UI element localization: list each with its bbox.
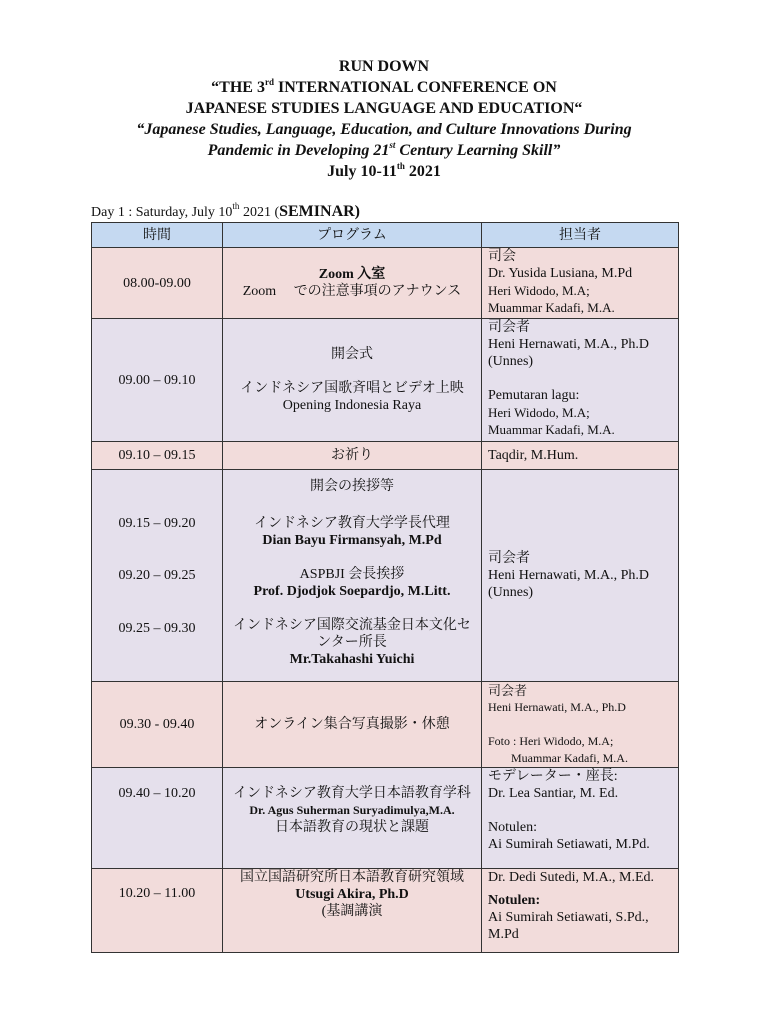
header-time: 時間 [92,223,223,248]
table-row [92,682,679,768]
theme-line-1: “Japanese Studies, Language, Education, and Culture Innovations During [136,121,632,138]
header-pic: 担当者 [482,223,679,248]
table-row [92,248,679,319]
pic-cell: 司会者 Heni Hernawati, M.A., Ph.D (Unnes) Pemutaran lagu: Heri Widodo, M.A; Muammar Kadafi, M.A. [482,319,679,442]
conference-date: July 10-11th 2021 [327,160,441,180]
time-cell: 09.10 – 09.15 [92,442,223,470]
program-cell: Zoom 入室 Zoom での注意事項のアナウンス [223,248,482,319]
time-cell: 08.00-09.00 [92,248,223,319]
time-cell: 09.30 - 09.40 [92,682,223,768]
program-cell: インドネシア教育大学日本語教育学科 Dr. Agus Suherman Suryadimulya,M.A. 日本語教育の現状と課題 [223,768,482,869]
theme-line-2: Pandemic in Developing 21st Century Learning Skill” [207,139,561,159]
pic-cell: モデレーター・座長: Dr. Lea Santiar, M. Ed. Notulen: Ai Sumirah Setiawati, M.Pd. [482,768,679,869]
title-run-down: RUN DOWN [338,58,430,75]
title-conference-line: “THE 3rd INTERNATIONAL CONFERENCE ON [211,76,557,96]
program-cell: 国立国語研究所日本語教育研究領域 Utsugi Akira, Ph.D (基調講演 [223,869,482,953]
program-cell: 開会の挨拶等 インドネシア教育大学学長代理 Dian Bayu Firmansyah, M.Pd ASPBJI 会長挨拶 Prof. Djodjok Soepardjo, M.Litt. インドネシア国際交流基金日本文化センター所長 Mr.Takahashi Yuichi [223,470,482,682]
table-header-row [92,223,679,248]
pic-cell: Dr. Dedi Sutedi, M.A., M.Ed. Notulen: Ai Sumirah Setiawati, S.Pd., M.Pd [482,869,679,953]
program-cell: オンライン集合写真撮影・休憩 [223,682,482,768]
title-japanese-studies: JAPANESE STUDIES LANGUAGE AND EDUCATION“ [185,100,583,117]
program-cell: お祈り [223,442,482,470]
pic-cell: Taqdir, M.Hum. [482,442,679,470]
pic-cell: 司会 Dr. Yusida Lusiana, M.Pd Heri Widodo, M.A; Muammar Kadafi, M.A. [482,248,679,319]
time-cell: 09.00 – 09.10 [92,319,223,442]
program-cell: 開会式 インドネシア国歌斉唱とビデオ上映 Opening Indonesia Raya [223,319,482,442]
document-header [0,56,768,182]
time-cell: 09.40 – 10.20 [92,768,223,869]
table-row [92,768,679,869]
table-row [92,470,679,682]
table-row [92,319,679,442]
pic-cell: 司会者 Heni Hernawati, M.A., Ph.D (Unnes) [482,470,679,682]
table-row [92,442,679,470]
header-program: プログラム [223,223,482,248]
pic-cell: 司会者 Heni Hernawati, M.A., Ph.D Foto : Heri Widodo, M.A; Muammar Kadafi, M.A. [482,682,679,768]
table-row [92,869,679,953]
day-label: Day 1 : Saturday, July 10th 2021 (SEMINAR) [91,201,360,220]
rundown-table [91,222,679,953]
time-cell: 09.15 – 09.20 09.20 – 09.25 09.25 – 09.30 [92,470,223,682]
time-cell: 10.20 – 11.00 [92,869,223,953]
